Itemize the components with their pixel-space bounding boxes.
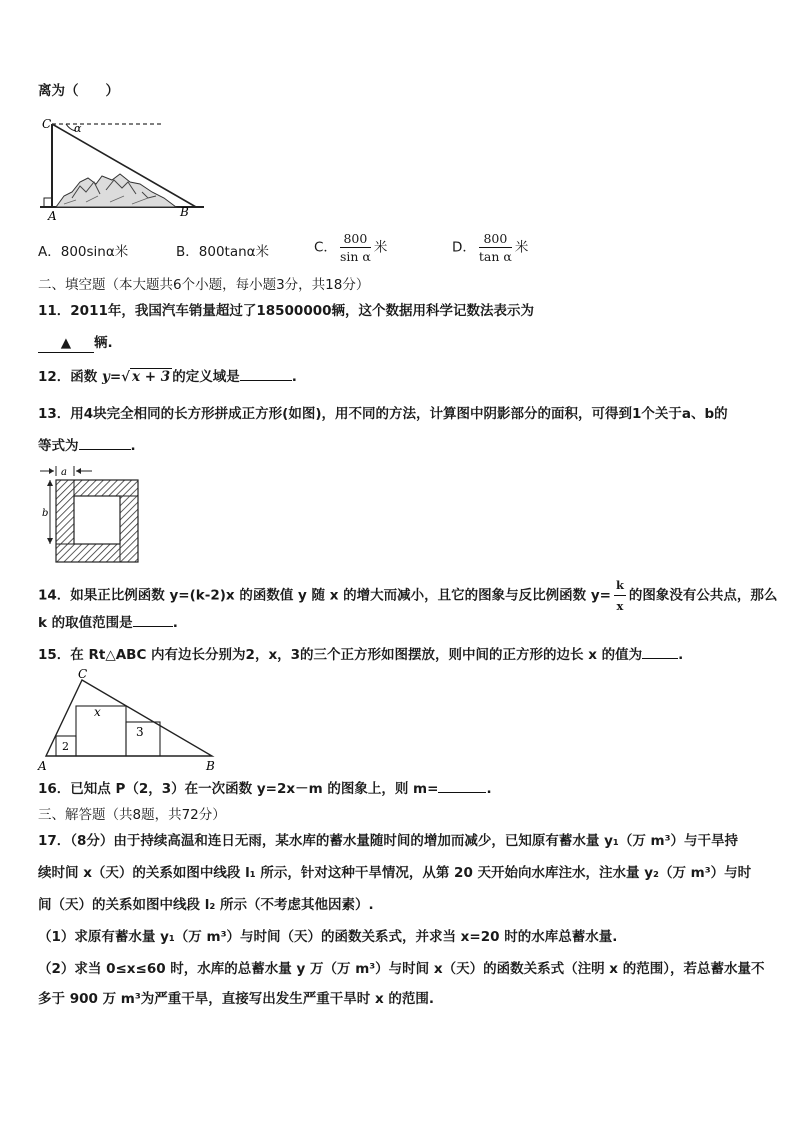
label-a: A	[38, 759, 47, 773]
question-17-line1: 17．（8分）由于持续高温和连日无雨，某水库的蓄水量随时间的增加而减少，已知原有蓄水量 y₁（万 m³）与干旱持	[38, 833, 739, 849]
question-17-part1: （1）求原有蓄水量 y₁（万 m³）与时间（天）的函数关系式，并求当 x=20 时的水库总蓄水量.	[38, 929, 618, 945]
label-3: 3	[136, 725, 144, 739]
figure-13-square-diagram	[36, 462, 146, 566]
question-14-line2: k 的取值范围是 .	[38, 615, 178, 631]
question-17-part2-line1: （2）求当 0≤x≤60 时，水库的总蓄水量 y 万（万 m³）与时间 x（天）的函数关系式（注明 x 的范围），若总蓄水量不	[38, 961, 765, 977]
label-b: B	[206, 759, 215, 773]
question-14-line1: 14．如果正比例函数 y=(k-2)x 的函数值 y 随 x 的增大而减小，且它的图象与反比例函数 y= $\frac{k}{x}$ 的图象没有公共点，那么	[38, 578, 778, 613]
question-11: 11．2011年，我国汽车销量超过了18500000辆，这个数据用科学记数法表示为	[38, 303, 535, 319]
question-11-answer: ▲ 辆.	[38, 334, 113, 353]
question-16: 16．已知点 P（2，3）在一次函数 y=2x－m 的图象上，则 m= .	[38, 781, 492, 797]
option-b: B．800tanα米	[176, 244, 270, 260]
label-a: a	[61, 467, 67, 478]
question-17-line3: 间（天）的关系如图中线段 l₂ 所示（不考虑其他因素）.	[38, 897, 374, 913]
question-15: 15．在 Rt△ABC 内有边长分别为2，x，3的三个正方形如图摆放，则中间的正方形的边长 x 的值为 .	[38, 647, 684, 663]
question-13-line2: 等式为 .	[38, 438, 136, 454]
question-17-line2: 续时间 x（天）的关系如图中线段 l₁ 所示，针对这种干旱情况，从第 20 天开始向水库注水，注水量 y₂（万 m³）与时	[38, 865, 752, 881]
label-alpha: α	[74, 122, 82, 135]
question-12: 12．函数 y=√ x + 3 的定义域是 .	[38, 369, 297, 385]
option-d: D． $\frac{800}{\text{tan α}}$ 米	[452, 231, 529, 264]
question-10-tail: 离为（ ）	[38, 83, 119, 99]
question-13-line1: 13．用4块完全相同的长方形拼成正方形(如图)，用不同的方法，计算图中阴影部分的面积，可得到1个关于a、b的	[38, 406, 728, 422]
label-b: b	[42, 508, 49, 519]
label-2: 2	[62, 740, 69, 753]
option-a: A．800sinα米	[38, 244, 129, 260]
label-b: B	[180, 205, 189, 219]
section-2-title: 二、填空题（本大题共6个小题，每小题3分，共18分）	[38, 277, 370, 293]
label-c: C	[78, 667, 88, 681]
section-3-title: 三、解答题（共8题，共72分）	[38, 807, 226, 823]
label-c: C	[42, 117, 52, 131]
label-a: A	[48, 209, 57, 222]
figure-10-mountain-diagram	[36, 112, 208, 222]
question-17-part2-line2: 多于 900 万 m³为严重干旱，直接写出发生严重干旱时 x 的范围.	[38, 991, 434, 1007]
label-x: x	[94, 705, 101, 719]
option-c: C． $\frac{800}{\text{sin α}}$ 米	[314, 231, 388, 264]
figure-15-triangle-squares	[34, 664, 220, 776]
